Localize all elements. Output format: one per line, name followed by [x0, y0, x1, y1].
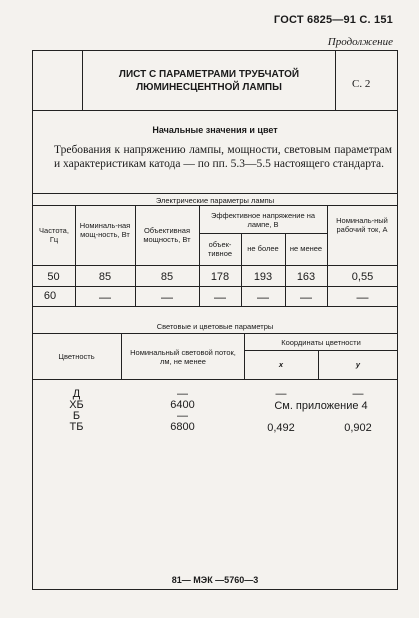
table-cell: — — [257, 290, 269, 304]
light-coords-rule — [244, 350, 398, 351]
col-objective-power: Объективная мощность, Вт — [143, 226, 191, 244]
col-color: Цветность — [58, 352, 95, 361]
list-item: Д — [72, 388, 81, 400]
sheet-title — [90, 68, 328, 94]
page-footer: 81— МЭК —5760—3 — [171, 575, 259, 585]
col-frequency: Частота, Гц — [39, 226, 69, 244]
col-y: y — [355, 360, 361, 369]
continuation-label: Продолжение — [327, 36, 393, 48]
x-list — [244, 389, 318, 400]
list-item: — — [352, 388, 364, 400]
col-current: Номиналь-ный рабочий ток, А — [336, 216, 388, 234]
col-objective: объек-тивное — [207, 240, 233, 258]
y-value-tb: 0,902 — [344, 422, 372, 434]
light-header-rule — [32, 379, 398, 380]
table-cell: 85 — [160, 271, 174, 283]
table-cell: 163 — [296, 271, 316, 283]
elec-caption-rule — [32, 205, 398, 206]
title-right-divider — [335, 50, 336, 110]
sheet-title-line1: ЛИСТ С ПАРАМЕТРАМИ ТРУБЧАТОЙ — [118, 69, 300, 80]
flux-list — [121, 389, 244, 433]
col-eff-voltage: Эффективное напряжение на лампе, В — [210, 211, 316, 229]
page-header: ГОСТ 6825—91 С. 151 — [273, 14, 393, 26]
see-appendix-note: См. приложение 4 — [274, 400, 368, 412]
table-cell: 60 — [43, 290, 57, 302]
section-title: Начальные значения и цвет — [152, 125, 278, 135]
light-caption-rule — [32, 333, 398, 334]
light-caption: Световые и цветовые параметры — [156, 322, 274, 331]
sheet-code: С. 2 — [352, 78, 371, 90]
list-item: ХБ — [69, 399, 84, 411]
col-nominal-power: Номиналь-ная мощ-ность, Вт — [79, 221, 131, 239]
title-left-divider — [82, 50, 83, 110]
col-max: не более — [247, 244, 279, 253]
table-cell: 85 — [98, 271, 112, 283]
elec-voltage-rule — [199, 233, 327, 234]
table-cell: — — [99, 290, 111, 304]
elec-header-rule — [32, 265, 398, 266]
list-item: — — [275, 388, 287, 400]
table-cell: 50 — [47, 271, 60, 283]
table-cell: 0,55 — [351, 271, 374, 283]
col-x: x — [278, 360, 284, 369]
table-cell: — — [214, 290, 226, 304]
sheet-title-line2: ЛЮМИНЕСЦЕНТНОЙ ЛАМПЫ — [136, 82, 282, 93]
list-item: 6400 — [170, 399, 195, 411]
list-item: 6800 — [170, 421, 195, 433]
requirements-paragraph: Требования к напряжению лампы, мощности, световым параметрам и характеристикам катода — по пп. 5.3—5.5 настоящего стандарта. — [54, 144, 392, 170]
col-flux: Номинальный световой поток, лм, не менее — [130, 348, 236, 366]
elec-top-rule — [32, 193, 398, 194]
list-item: — — [177, 410, 188, 422]
table-cell: 178 — [210, 271, 230, 283]
col-coords: Координаты цветности — [281, 338, 361, 347]
list-item: ТБ — [69, 421, 84, 433]
elec-caption: Электрические параметры лампы — [155, 196, 275, 205]
elec-bottom-rule — [32, 306, 398, 307]
elec-row-rule — [32, 286, 398, 287]
table-cell: — — [161, 290, 173, 304]
list-item: Б — [72, 410, 81, 422]
color-list — [32, 389, 121, 433]
y-list — [318, 389, 398, 400]
table-cell: — — [356, 290, 369, 304]
list-item: — — [177, 388, 188, 400]
x-value-tb: 0,492 — [267, 422, 295, 434]
title-bottom-rule — [32, 110, 398, 111]
table-cell: 193 — [253, 271, 273, 283]
col-min: не менее — [289, 244, 323, 253]
light-col-divider — [121, 333, 122, 379]
table-cell: — — [300, 290, 312, 304]
